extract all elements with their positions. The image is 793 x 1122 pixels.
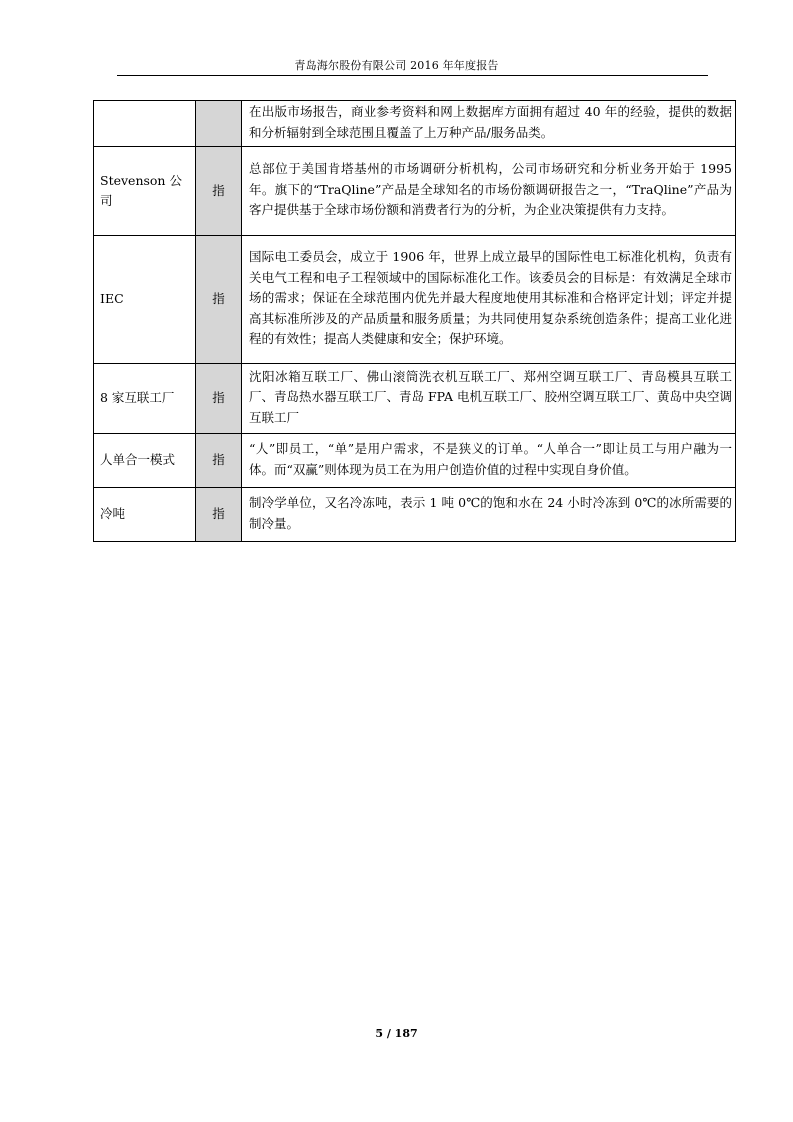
glossary-definition: 国际电工委员会，成立于 1906 年，世界上成立最早的国际性电工标准化机构，负责有关电气工程和电子工程领域中的国际标准化工作。该委员会的目标是：有效满足全球市场的需求；保证在全球范围内优先并最大程度地使用其标准和合格评定计划；评定并提高其标准所涉及的产品质量和服务质量；为共同使用复杂系统创造条件；提高工业化进程的有效性；提高人类健康和安全；保护环境。 — [242, 236, 736, 364]
page-number: 5 / 187 — [375, 1027, 418, 1040]
glossary-ref: 指 — [196, 147, 242, 236]
header-divider — [117, 75, 708, 76]
glossary-ref: 指 — [196, 364, 242, 434]
glossary-term: Stevenson 公司 — [94, 147, 196, 236]
glossary-table — [93, 100, 736, 542]
glossary-definition: 制冷学单位，又名冷冻吨，表示 1 吨 0℃的饱和水在 24 小时冷冻到 0℃的冰所需要的制冷量。 — [242, 488, 736, 542]
glossary-term: 8 家互联工厂 — [94, 364, 196, 434]
glossary-ref: 指 — [196, 434, 242, 488]
glossary-definition: 在出版市场报告，商业参考资料和网上数据库方面拥有超过 40 年的经验，提供的数据和分析辐射到全球范围且覆盖了上万种产品/服务品类。 — [242, 101, 736, 147]
glossary-definition: “人”即员工，“单”是用户需求，不是狭义的订单。“人单合一”即让员工与用户融为一体。而“双赢”则体现为员工在为用户创造价值的过程中实现自身价值。 — [242, 434, 736, 488]
table-row — [94, 236, 736, 364]
report-header-title: 青岛海尔股份有限公司 2016 年年度报告 — [294, 59, 499, 72]
glossary-definition: 总部位于美国肯塔基州的市场调研分析机构，公司市场研究和分析业务开始于 1995 年。旗下的“TraQline”产品是全球知名的市场份额调研报告之一，“TraQline”产品为客户提供基于全球市场份额和消费者行为的分析，为企业决策提供有力支持。 — [242, 147, 736, 236]
glossary-term: IEC — [94, 236, 196, 364]
table-row — [94, 101, 736, 147]
glossary-term: 人单合一模式 — [94, 434, 196, 488]
glossary-term: 冷吨 — [94, 488, 196, 542]
glossary-definition: 沈阳冰箱互联工厂、佛山滚筒洗衣机互联工厂、郑州空调互联工厂、青岛模具互联工厂、青岛热水器互联工厂、青岛 FPA 电机互联工厂、胶州空调互联工厂、黄岛中央空调互联工厂 — [242, 364, 736, 434]
table-row — [94, 364, 736, 434]
table-row — [94, 434, 736, 488]
glossary-term — [94, 101, 196, 147]
glossary-ref: 指 — [196, 488, 242, 542]
glossary-ref — [196, 101, 242, 147]
table-row — [94, 488, 736, 542]
table-row — [94, 147, 736, 236]
glossary-ref: 指 — [196, 236, 242, 364]
